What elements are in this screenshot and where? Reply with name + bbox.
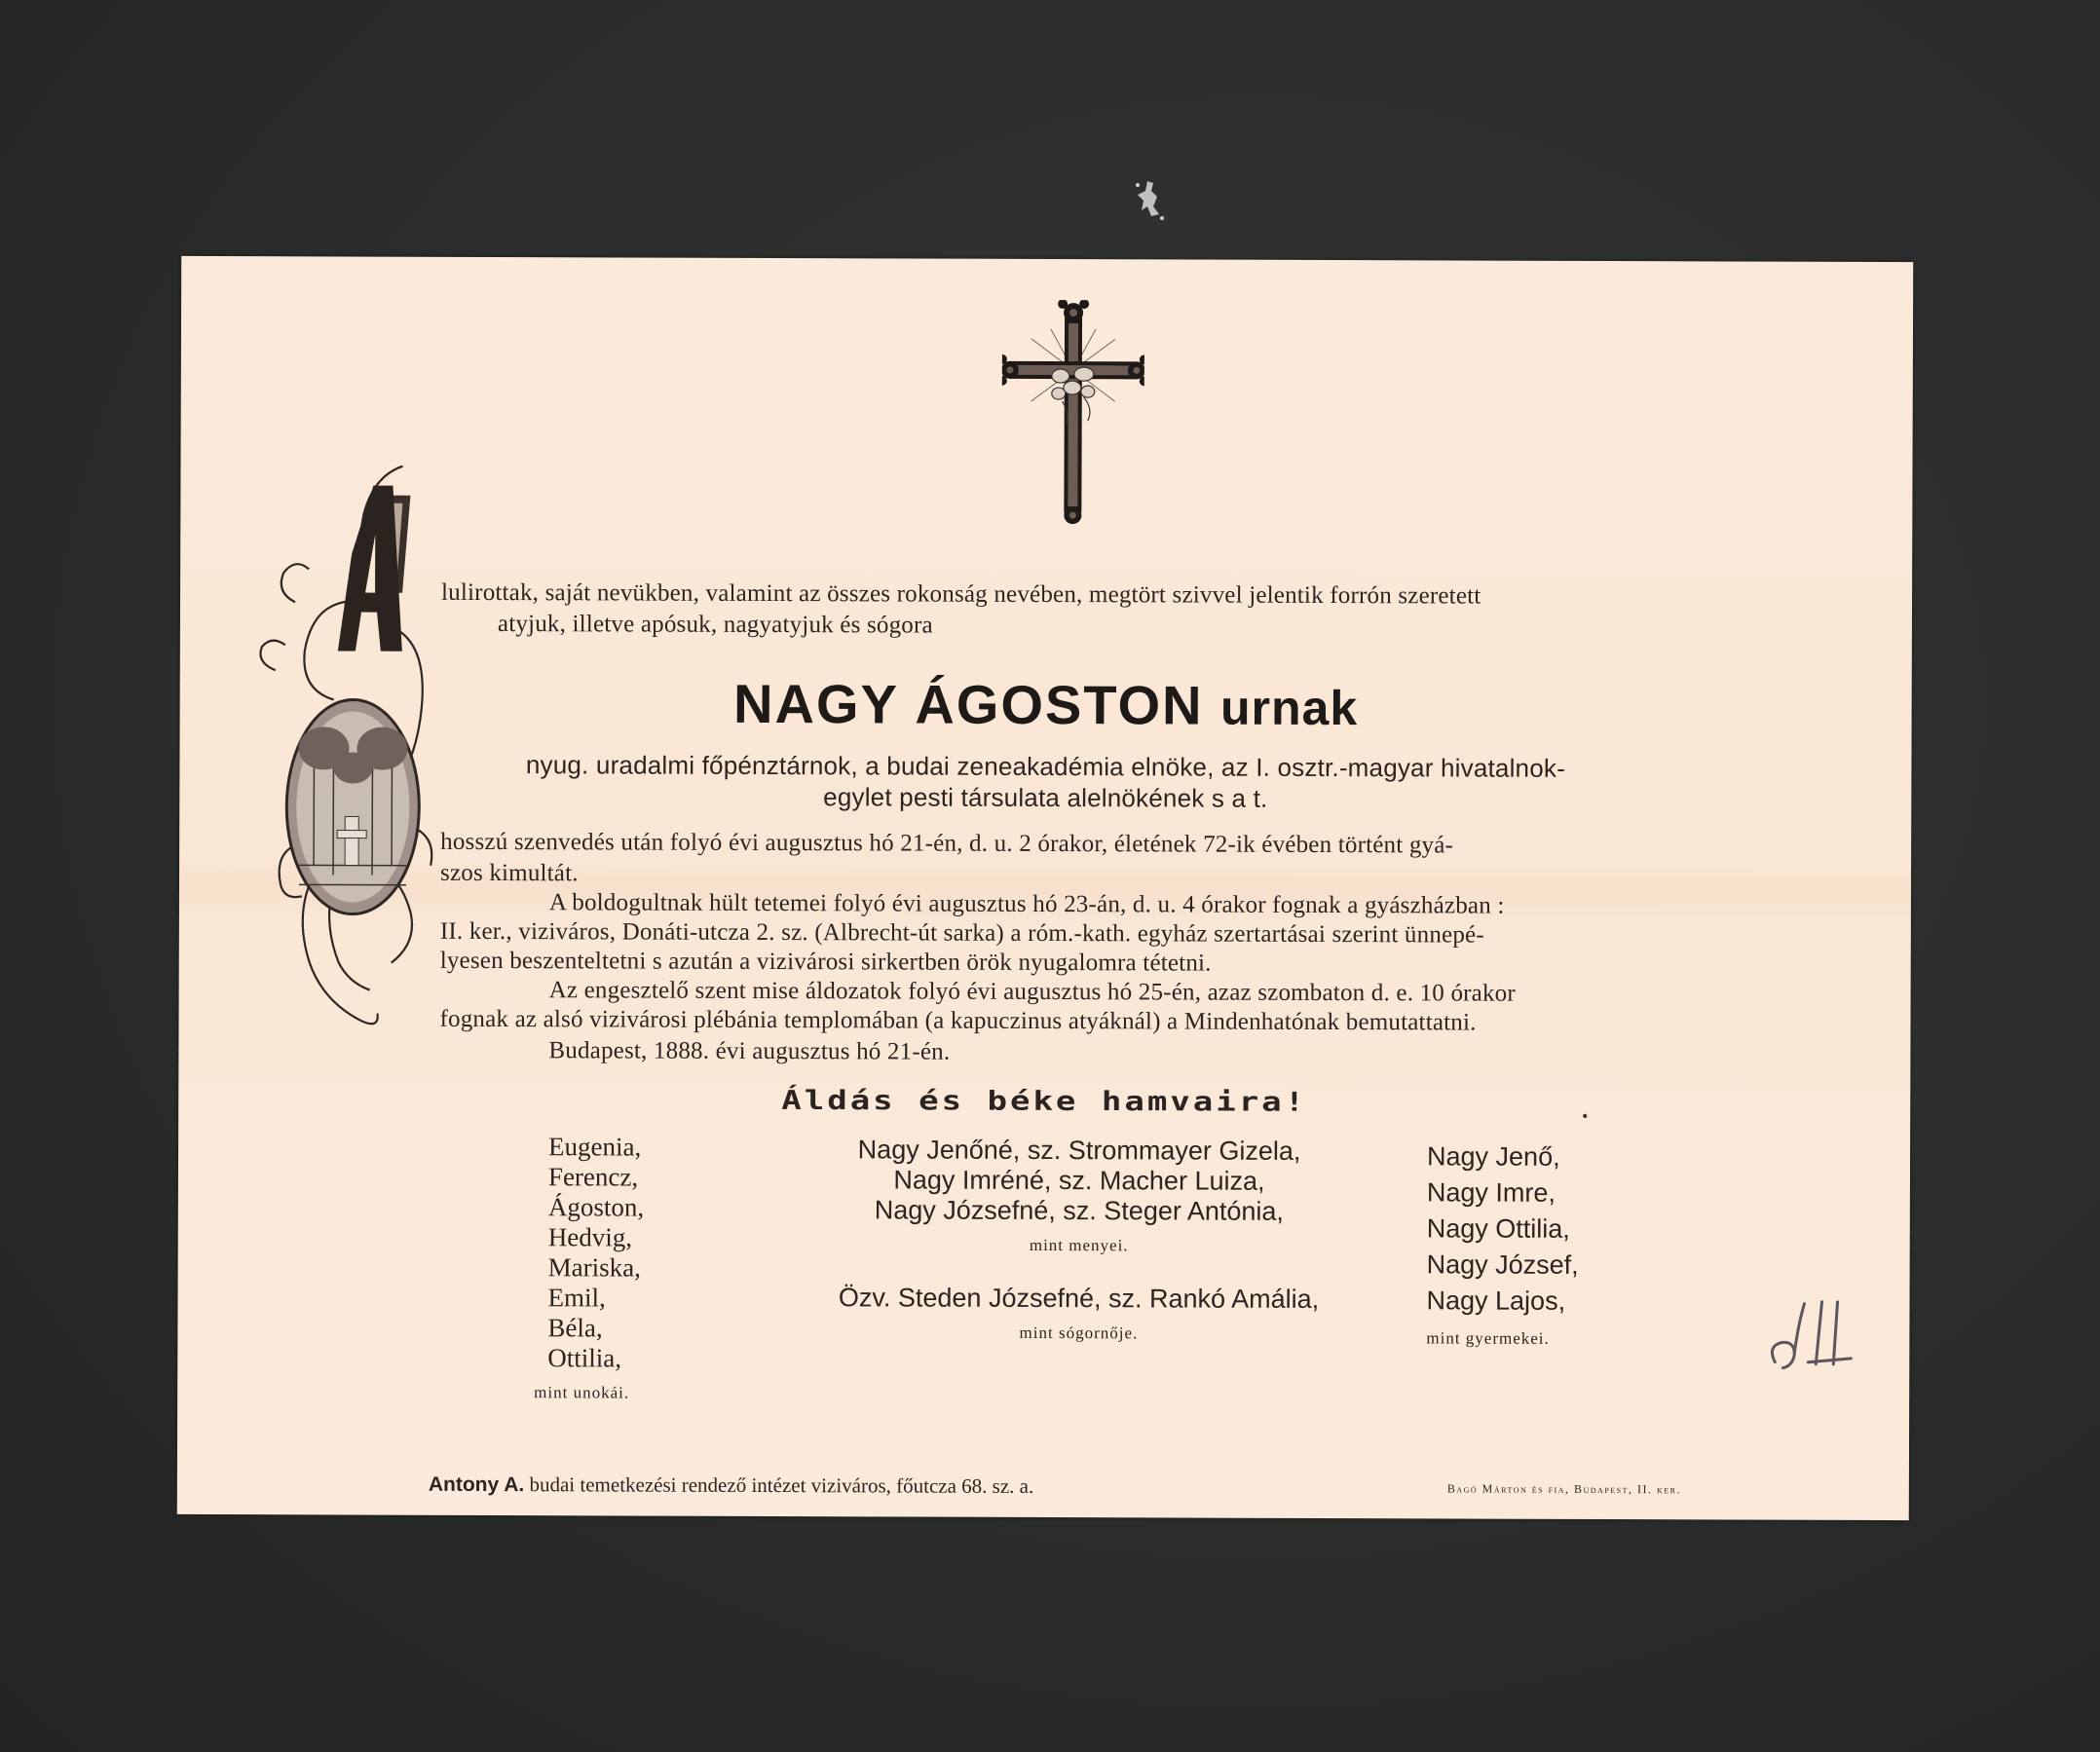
body-line-7: fognak az alsó vizivárosi plébánia templomában (a kapuczinus atyáknál) a Mindenhatónak bemutattatni. bbox=[439, 1005, 1477, 1036]
list-item: Nagy Ottilia, bbox=[1426, 1213, 1570, 1244]
list-item: Emil, bbox=[547, 1283, 606, 1313]
handwritten-number-drawing bbox=[1765, 1294, 1853, 1372]
body-line-3: A boldogultnak hült tetemei folyó évi augusztus hó 23-án, d. u. 4 órakor fognak a gyászházban : bbox=[548, 889, 1505, 919]
deceased-name-heading: NAGY ÁGOSTON urnak bbox=[732, 672, 1359, 736]
blessing-line: Áldás és béke hamvaira! bbox=[781, 1085, 1308, 1118]
body-line-6: Az engesztelő szent mise áldozatok folyó évi augusztus hó 25-én, azaz szombaton d. e. 10 órakor bbox=[548, 977, 1516, 1007]
grandchildren-caption: mint unokái. bbox=[534, 1383, 630, 1402]
list-item: Nagy Imre, bbox=[1426, 1177, 1556, 1208]
titles-line-1: nyug. uradalmi főpénztárnok, a budai zeneakadémia elnöke, az I. osztr.-magyar hivatalnok- bbox=[525, 750, 1566, 783]
death-notice-sheet bbox=[177, 256, 1913, 1520]
list-item: Nagy Lajos, bbox=[1426, 1286, 1566, 1316]
list-item: Eugenia, bbox=[548, 1132, 642, 1162]
opening-line-1: lulirottak, saját nevükben, valamint az összes rokonság nevében, megtört szivvel jelentik forrón szeretett bbox=[441, 578, 1481, 610]
daughters-in-law-caption: mint menyei. bbox=[1029, 1235, 1129, 1255]
list-item: Nagy Józsefné, sz. Steger Antónia, bbox=[874, 1195, 1285, 1226]
dust-speck bbox=[1130, 177, 1169, 222]
sister-in-law-name: Özv. Steden Józsefné, sz. Rankó Amália, bbox=[838, 1283, 1320, 1314]
list-item: Nagy József, bbox=[1426, 1249, 1579, 1280]
handwritten-number bbox=[1765, 1294, 1853, 1372]
body-line-4: II. ker., viziváros, Donáti-utcza 2. sz. (Albrecht-út sarka) a róm.-kath. egyház szertartásai szerint ünnepé- bbox=[439, 917, 1484, 949]
undertaker-name: Antony A. bbox=[428, 1472, 525, 1497]
body-line-1: hosszú szenvedés után folyó évi augusztus hó 21-én, d. u. 2 órakor, életének 72-ik évében történt gyá- bbox=[440, 828, 1454, 859]
daughters-in-law-list bbox=[791, 1135, 1367, 1349]
list-item: Nagy Jenőné, sz. Strommayer Gizela, bbox=[857, 1135, 1301, 1166]
printer-imprint: Bagó Márton és fia, Budapest, II. ker. bbox=[1446, 1481, 1682, 1497]
list-item: Nagy Imréné, sz. Macher Luiza, bbox=[893, 1165, 1265, 1196]
titles-line-2: egylet pesti társulata alelnökének s a t. bbox=[823, 782, 1268, 813]
list-item: Béla, bbox=[547, 1313, 603, 1343]
list-item: Ottilia, bbox=[547, 1343, 622, 1373]
sister-in-law-caption: mint sógornője. bbox=[1019, 1323, 1139, 1343]
list-item: Nagy Jenő, bbox=[1426, 1141, 1560, 1172]
list-item: Hedvig, bbox=[547, 1222, 633, 1252]
body-line-5: lyesen beszenteltetni s azután a vizivárosi sirkertben örök nyugalomra tétetni. bbox=[439, 947, 1212, 977]
date-line: Budapest, 1888. évi augusztus hó 21-én. bbox=[548, 1037, 951, 1065]
body-line-2: szos kimultát. bbox=[440, 859, 579, 887]
list-item: Mariska, bbox=[547, 1252, 641, 1283]
cross-icon bbox=[1001, 300, 1144, 525]
children-list bbox=[1426, 1138, 1579, 1354]
children-caption: mint gyermekei. bbox=[1426, 1328, 1550, 1348]
opening-line-2: atyjuk, illetve apósuk, nagyatyjuk és sógora bbox=[497, 611, 933, 639]
list-item: Ferencz, bbox=[547, 1162, 639, 1192]
undertaker-imprint: Antony A. budai temetkezési rendező intézet viziváros, főutcza 68. sz. a. bbox=[428, 1472, 1034, 1498]
list-item: Ágoston, bbox=[547, 1192, 645, 1222]
grandchildren-list bbox=[534, 1132, 645, 1407]
ink-dot bbox=[1583, 1114, 1587, 1118]
